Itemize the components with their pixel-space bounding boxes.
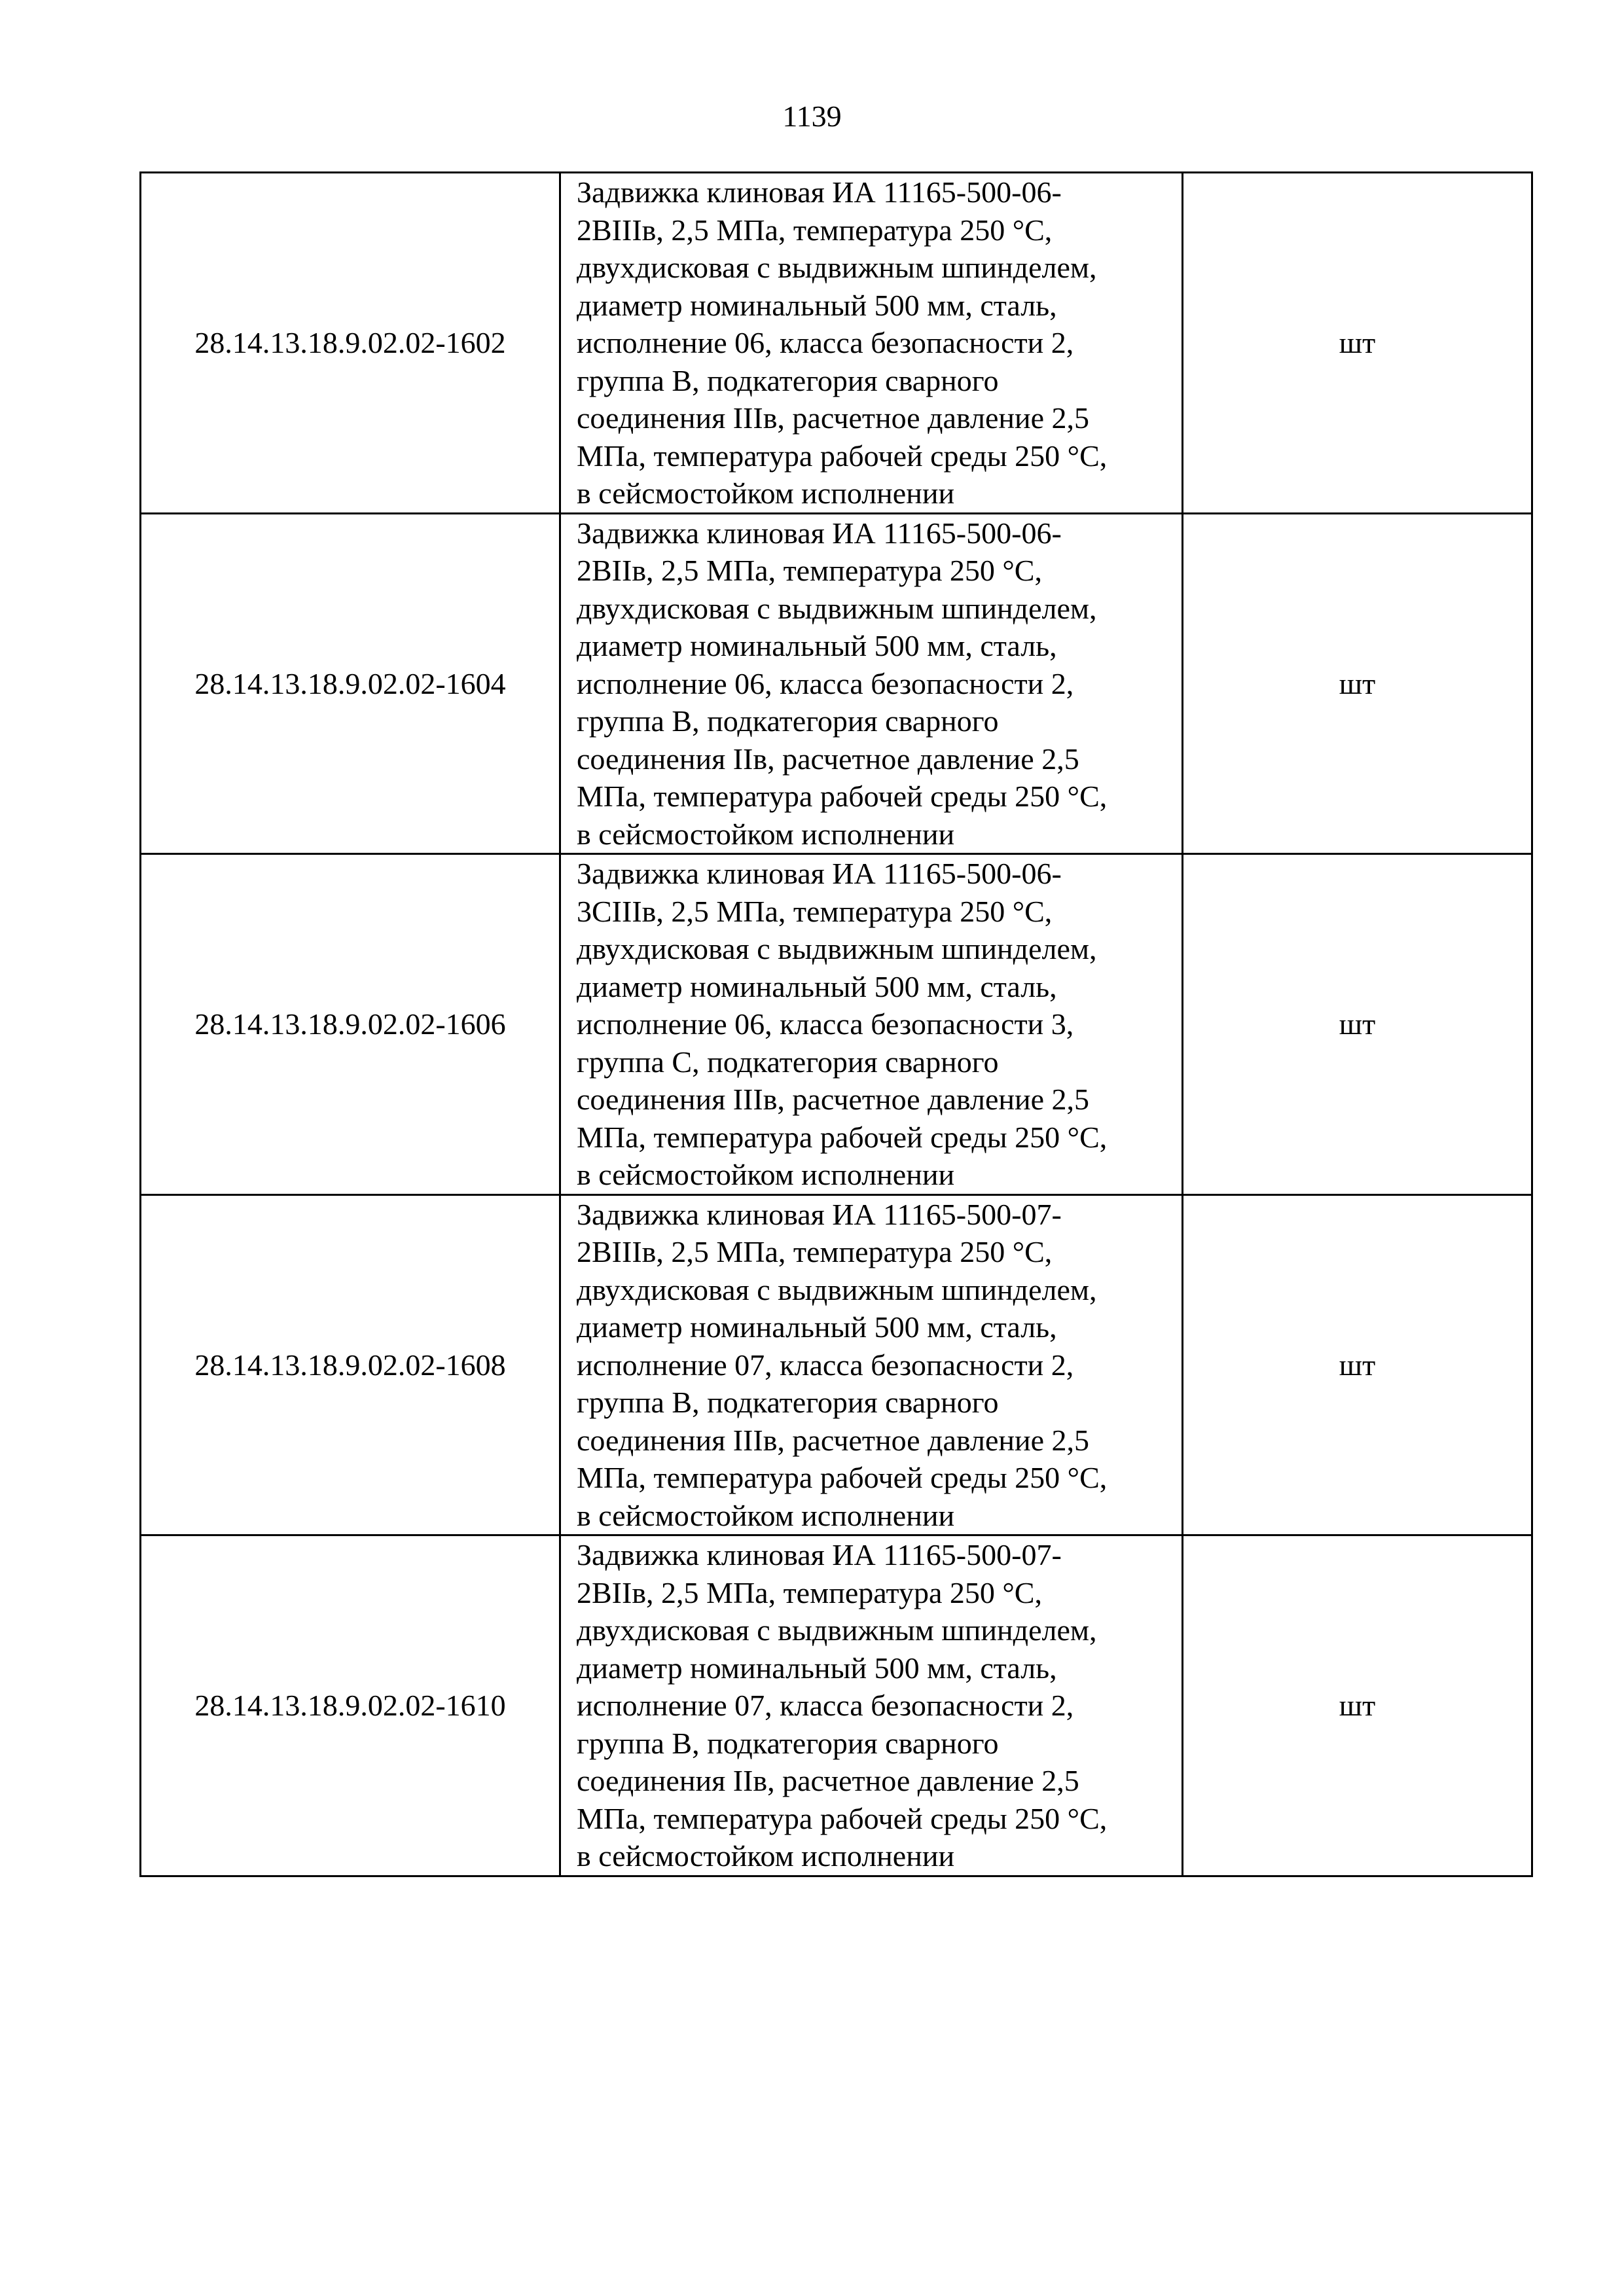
table-row bbox=[141, 513, 1532, 854]
resource-description-cell: Задвижка клиновая ИА 11165-500-06- 2ВIIIв, 2,5 МПа, температура 250 °С, двухдисковая с выдвижным шпинделем, диаметр номинальный 500 мм, сталь, исполнение 06, класса безопасности 2, группа В, подкатегория сварного соединения IIIв, расчетное давление 2,5 МПа, температура рабочей среды 250 °С, в сейсмостойком исполнении bbox=[560, 173, 1183, 514]
resource-table bbox=[139, 171, 1533, 1877]
resource-description-cell: Задвижка клиновая ИА 11165-500-06- 3СIIIв, 2,5 МПа, температура 250 °С, двухдисковая с выдвижным шпинделем, диаметр номинальный 500 мм, сталь, исполнение 06, класса безопасности 3, группа С, подкатегория сварного соединения IIIв, расчетное давление 2,5 МПа, температура рабочей среды 250 °С, в сейсмостойком исполнении bbox=[560, 854, 1183, 1195]
unit-cell: шт bbox=[1183, 173, 1532, 514]
resource-description-cell: Задвижка клиновая ИА 11165-500-07- 2ВIIIв, 2,5 МПа, температура 250 °С, двухдисковая с выдвижным шпинделем, диаметр номинальный 500 мм, сталь, исполнение 07, класса безопасности 2, группа В, подкатегория сварного соединения IIIв, расчетное давление 2,5 МПа, температура рабочей среды 250 °С, в сейсмостойком исполнении bbox=[560, 1194, 1183, 1535]
page-number: 1139 bbox=[782, 99, 842, 133]
resource-description-cell: Задвижка клиновая ИА 11165-500-07- 2ВIIв, 2,5 МПа, температура 250 °С, двухдисковая с выдвижным шпинделем, диаметр номинальный 500 мм, сталь, исполнение 07, класса безопасности 2, группа В, подкатегория сварного соединения IIв, расчетное давление 2,5 МПа, температура рабочей среды 250 °С, в сейсмостойком исполнении bbox=[560, 1535, 1183, 1876]
table-row bbox=[141, 854, 1532, 1195]
table-row bbox=[141, 1194, 1532, 1535]
unit-cell: шт bbox=[1183, 1194, 1532, 1535]
resource-description-cell: Задвижка клиновая ИА 11165-500-06- 2ВIIв, 2,5 МПа, температура 250 °С, двухдисковая с выдвижным шпинделем, диаметр номинальный 500 мм, сталь, исполнение 06, класса безопасности 2, группа В, подкатегория сварного соединения IIв, расчетное давление 2,5 МПа, температура рабочей среды 250 °С, в сейсмостойком исполнении bbox=[560, 513, 1183, 854]
table-row bbox=[141, 173, 1532, 514]
unit-cell: шт bbox=[1183, 854, 1532, 1195]
resource-code-cell: 28.14.13.18.9.02.02-1610 bbox=[141, 1535, 560, 1876]
resource-code-cell: 28.14.13.18.9.02.02-1602 bbox=[141, 173, 560, 514]
resource-code-cell: 28.14.13.18.9.02.02-1606 bbox=[141, 854, 560, 1195]
unit-cell: шт bbox=[1183, 513, 1532, 854]
resource-code-cell: 28.14.13.18.9.02.02-1608 bbox=[141, 1194, 560, 1535]
table-row bbox=[141, 1535, 1532, 1876]
resource-code-cell: 28.14.13.18.9.02.02-1604 bbox=[141, 513, 560, 854]
unit-cell: шт bbox=[1183, 1535, 1532, 1876]
